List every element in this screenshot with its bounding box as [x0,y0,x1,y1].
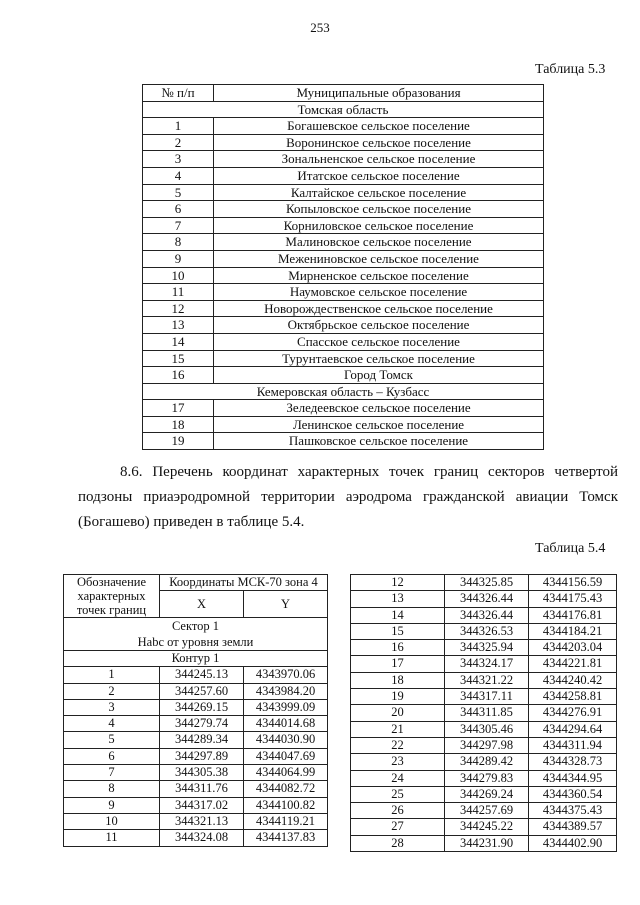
table-row [351,575,617,591]
table-row [351,737,617,753]
x-coordinate: 344321.13 [160,813,244,829]
y-coordinate: 4344082.72 [244,781,328,797]
table-row [64,667,328,683]
row-number: 18 [143,416,214,433]
y-coordinate: 4344030.90 [244,732,328,748]
point-number: 26 [351,803,445,819]
table-5-3 [142,84,544,450]
row-number: 12 [143,300,214,317]
municipality-name: Итатское сельское поселение [214,167,544,184]
x-coordinate: 344245.22 [445,819,529,835]
point-number: 28 [351,835,445,851]
table-row [351,672,617,688]
point-number: 16 [351,640,445,656]
y-coordinate: 4344176.81 [529,607,617,623]
municipality-name: Октябрьское сельское поселение [214,317,544,334]
row-number: 9 [143,250,214,267]
x-coordinate: 344321.22 [445,672,529,688]
point-number: 18 [351,672,445,688]
table-row [143,333,544,350]
y-coordinate: 4343970.06 [244,667,328,683]
table-row [143,300,544,317]
header-municipality: Муниципальные образования [214,85,544,102]
y-coordinate: 4344100.82 [244,797,328,813]
point-number: 20 [351,705,445,721]
y-coordinate: 4344240.42 [529,672,617,688]
table-5-3-body [143,101,544,449]
page-number: 253 [310,20,330,35]
point-number: 1 [64,667,160,683]
point-number: 21 [351,721,445,737]
table-5-4-caption: Таблица 5.4 [535,541,606,556]
table-header-row [64,575,328,591]
point-number: 23 [351,754,445,770]
municipality-name: Малиновское сельское поселение [214,234,544,251]
row-number: 16 [143,367,214,384]
y-coordinate: 4344119.21 [244,813,328,829]
x-coordinate: 344279.74 [160,716,244,732]
row-number: 8 [143,234,214,251]
municipality-name: Зеледеевское сельское поселение [214,400,544,417]
x-coordinate: 344279.83 [445,770,529,786]
y-coordinate: 4344344.95 [529,770,617,786]
y-coordinate: 4344137.83 [244,830,328,846]
sector-row [64,618,328,651]
table-row [351,770,617,786]
point-number: 11 [64,830,160,846]
point-number: 15 [351,623,445,639]
y-coordinate: 4344258.81 [529,689,617,705]
y-coordinate: 4344175.43 [529,591,617,607]
point-number: 24 [351,770,445,786]
y-coordinate: 4344375.43 [529,803,617,819]
point-number: 17 [351,656,445,672]
row-number: 3 [143,151,214,168]
municipality-name: Межениновское сельское поселение [214,250,544,267]
region-name: Томская область [143,101,544,118]
x-coordinate: 344326.53 [445,623,529,639]
table-row [351,721,617,737]
table-row [143,167,544,184]
x-coordinate: 344311.85 [445,705,529,721]
x-coordinate: 344289.34 [160,732,244,748]
point-number: 25 [351,786,445,802]
table-5-3-caption: Таблица 5.3 [535,62,606,77]
municipality-name: Копыловское сельское поселение [214,201,544,218]
x-coordinate: 344324.17 [445,656,529,672]
header-coords: Координаты МСК-70 зона 4 [160,575,328,591]
municipality-name: Богашевское сельское поселение [214,118,544,135]
y-coordinate: 4344294.64 [529,721,617,737]
point-number: 19 [351,689,445,705]
x-coordinate: 344305.38 [160,765,244,781]
municipality-name: Ленинское сельское поселение [214,416,544,433]
row-number: 14 [143,333,214,350]
point-number: 8 [64,781,160,797]
y-coordinate: 4344328.73 [529,754,617,770]
municipality-name: Зональненское сельское поселение [214,151,544,168]
table-5-4-left [63,574,328,847]
municipality-name: Корниловское сельское поселение [214,217,544,234]
table-row [351,689,617,705]
row-number: 13 [143,317,214,334]
header-y: Y [244,591,328,618]
x-coordinate: 344297.89 [160,748,244,764]
paragraph-8-6 [78,460,618,535]
table-row [351,754,617,770]
municipality-name: Калтайское сельское поселение [214,184,544,201]
contour-row [64,651,328,667]
sector-label: Сектор 1 [171,619,220,633]
row-number: 7 [143,217,214,234]
point-number: 7 [64,765,160,781]
y-coordinate: 4344311.94 [529,737,617,753]
x-coordinate: 344305.46 [445,721,529,737]
table-row [351,803,617,819]
x-coordinate: 344317.02 [160,797,244,813]
table-row [351,819,617,835]
y-coordinate: 4344402.90 [529,835,617,851]
x-coordinate: 344245.13 [160,667,244,683]
sector-cell [64,618,328,651]
x-coordinate: 344325.94 [445,640,529,656]
table-row [64,765,328,781]
y-coordinate: 4344064.99 [244,765,328,781]
point-number: 5 [64,732,160,748]
x-coordinate: 344326.44 [445,607,529,623]
x-coordinate: 344324.08 [160,830,244,846]
y-coordinate: 4344156.59 [529,575,617,591]
table-row [64,830,328,846]
region-row [143,383,544,400]
y-coordinate: 4344047.69 [244,748,328,764]
header-designation: Обозначение характерных точек границ [64,575,160,618]
row-number: 10 [143,267,214,284]
table-row [143,416,544,433]
table-row [351,607,617,623]
y-coordinate: 4344276.91 [529,705,617,721]
x-coordinate: 344317.11 [445,689,529,705]
x-coordinate: 344289.42 [445,754,529,770]
table-row [64,781,328,797]
municipality-name: Турунтаевское сельское поселение [214,350,544,367]
municipality-name: Новорождественское сельское поселение [214,300,544,317]
table-row [143,433,544,450]
y-coordinate: 4344360.54 [529,786,617,802]
table-row [64,683,328,699]
x-coordinate: 344311.76 [160,781,244,797]
point-number: 13 [351,591,445,607]
point-number: 4 [64,716,160,732]
point-number: 14 [351,607,445,623]
table-row [143,201,544,218]
header-x: X [160,591,244,618]
region-row [143,101,544,118]
table-row [143,400,544,417]
x-coordinate: 344326.44 [445,591,529,607]
municipality-name: Спасское сельское поселение [214,333,544,350]
table-row [143,350,544,367]
table-row [143,267,544,284]
x-coordinate: 344297.98 [445,737,529,753]
table-row [143,184,544,201]
x-coordinate: 344257.60 [160,683,244,699]
height-label: Нabc от уровня земли [137,635,254,649]
y-coordinate: 4344184.21 [529,623,617,639]
table-row [143,134,544,151]
region-name: Кемеровская область – Кузбасс [143,383,544,400]
table-row [64,716,328,732]
table-row [351,623,617,639]
row-number: 1 [143,118,214,135]
table-row [143,317,544,334]
municipality-name: Город Томск [214,367,544,384]
y-coordinate: 4344014.68 [244,716,328,732]
table-row [351,591,617,607]
table-row [64,748,328,764]
table-row [351,786,617,802]
table-row [143,234,544,251]
table-row [143,284,544,301]
row-number: 4 [143,167,214,184]
table-row [351,656,617,672]
y-coordinate: 4344221.81 [529,656,617,672]
point-number: 10 [64,813,160,829]
table-row [64,813,328,829]
row-number: 5 [143,184,214,201]
y-coordinate: 4344389.57 [529,819,617,835]
row-number: 11 [143,284,214,301]
table-row [351,640,617,656]
y-coordinate: 4343984.20 [244,683,328,699]
table-row [64,732,328,748]
row-number: 19 [143,433,214,450]
table-row [143,250,544,267]
table-row [143,151,544,168]
y-coordinate: 4344203.04 [529,640,617,656]
x-coordinate: 344231.90 [445,835,529,851]
x-coordinate: 344325.85 [445,575,529,591]
point-number: 12 [351,575,445,591]
municipality-name: Пашковское сельское поселение [214,433,544,450]
table-row [64,699,328,715]
table-row [143,367,544,384]
municipality-name: Мирненское сельское поселение [214,267,544,284]
row-number: 17 [143,400,214,417]
point-number: 6 [64,748,160,764]
point-number: 2 [64,683,160,699]
point-number: 22 [351,737,445,753]
municipality-name: Наумовское сельское поселение [214,284,544,301]
point-number: 27 [351,819,445,835]
x-coordinate: 344269.24 [445,786,529,802]
row-number: 15 [143,350,214,367]
table-row [351,835,617,851]
x-coordinate: 344269.15 [160,699,244,715]
table-row [351,705,617,721]
contour-label: Контур 1 [64,651,328,667]
point-number: 9 [64,797,160,813]
table-row [143,217,544,234]
paragraph-text: 8.6. Перечень координат характерных точек границ секторов четвертой подзоны приаэродромной территории аэродрома гражданской авиации Томск (Богашево) приведен в таблице 5.4. [78,464,618,530]
row-number: 6 [143,201,214,218]
y-coordinate: 4343999.09 [244,699,328,715]
row-number: 2 [143,134,214,151]
table-row [143,118,544,135]
table-5-4-right [350,574,617,852]
municipality-name: Воронинское сельское поселение [214,134,544,151]
header-num: № п/п [143,85,214,102]
table-row [64,797,328,813]
x-coordinate: 344257.69 [445,803,529,819]
point-number: 3 [64,699,160,715]
table-header-row [143,85,544,102]
